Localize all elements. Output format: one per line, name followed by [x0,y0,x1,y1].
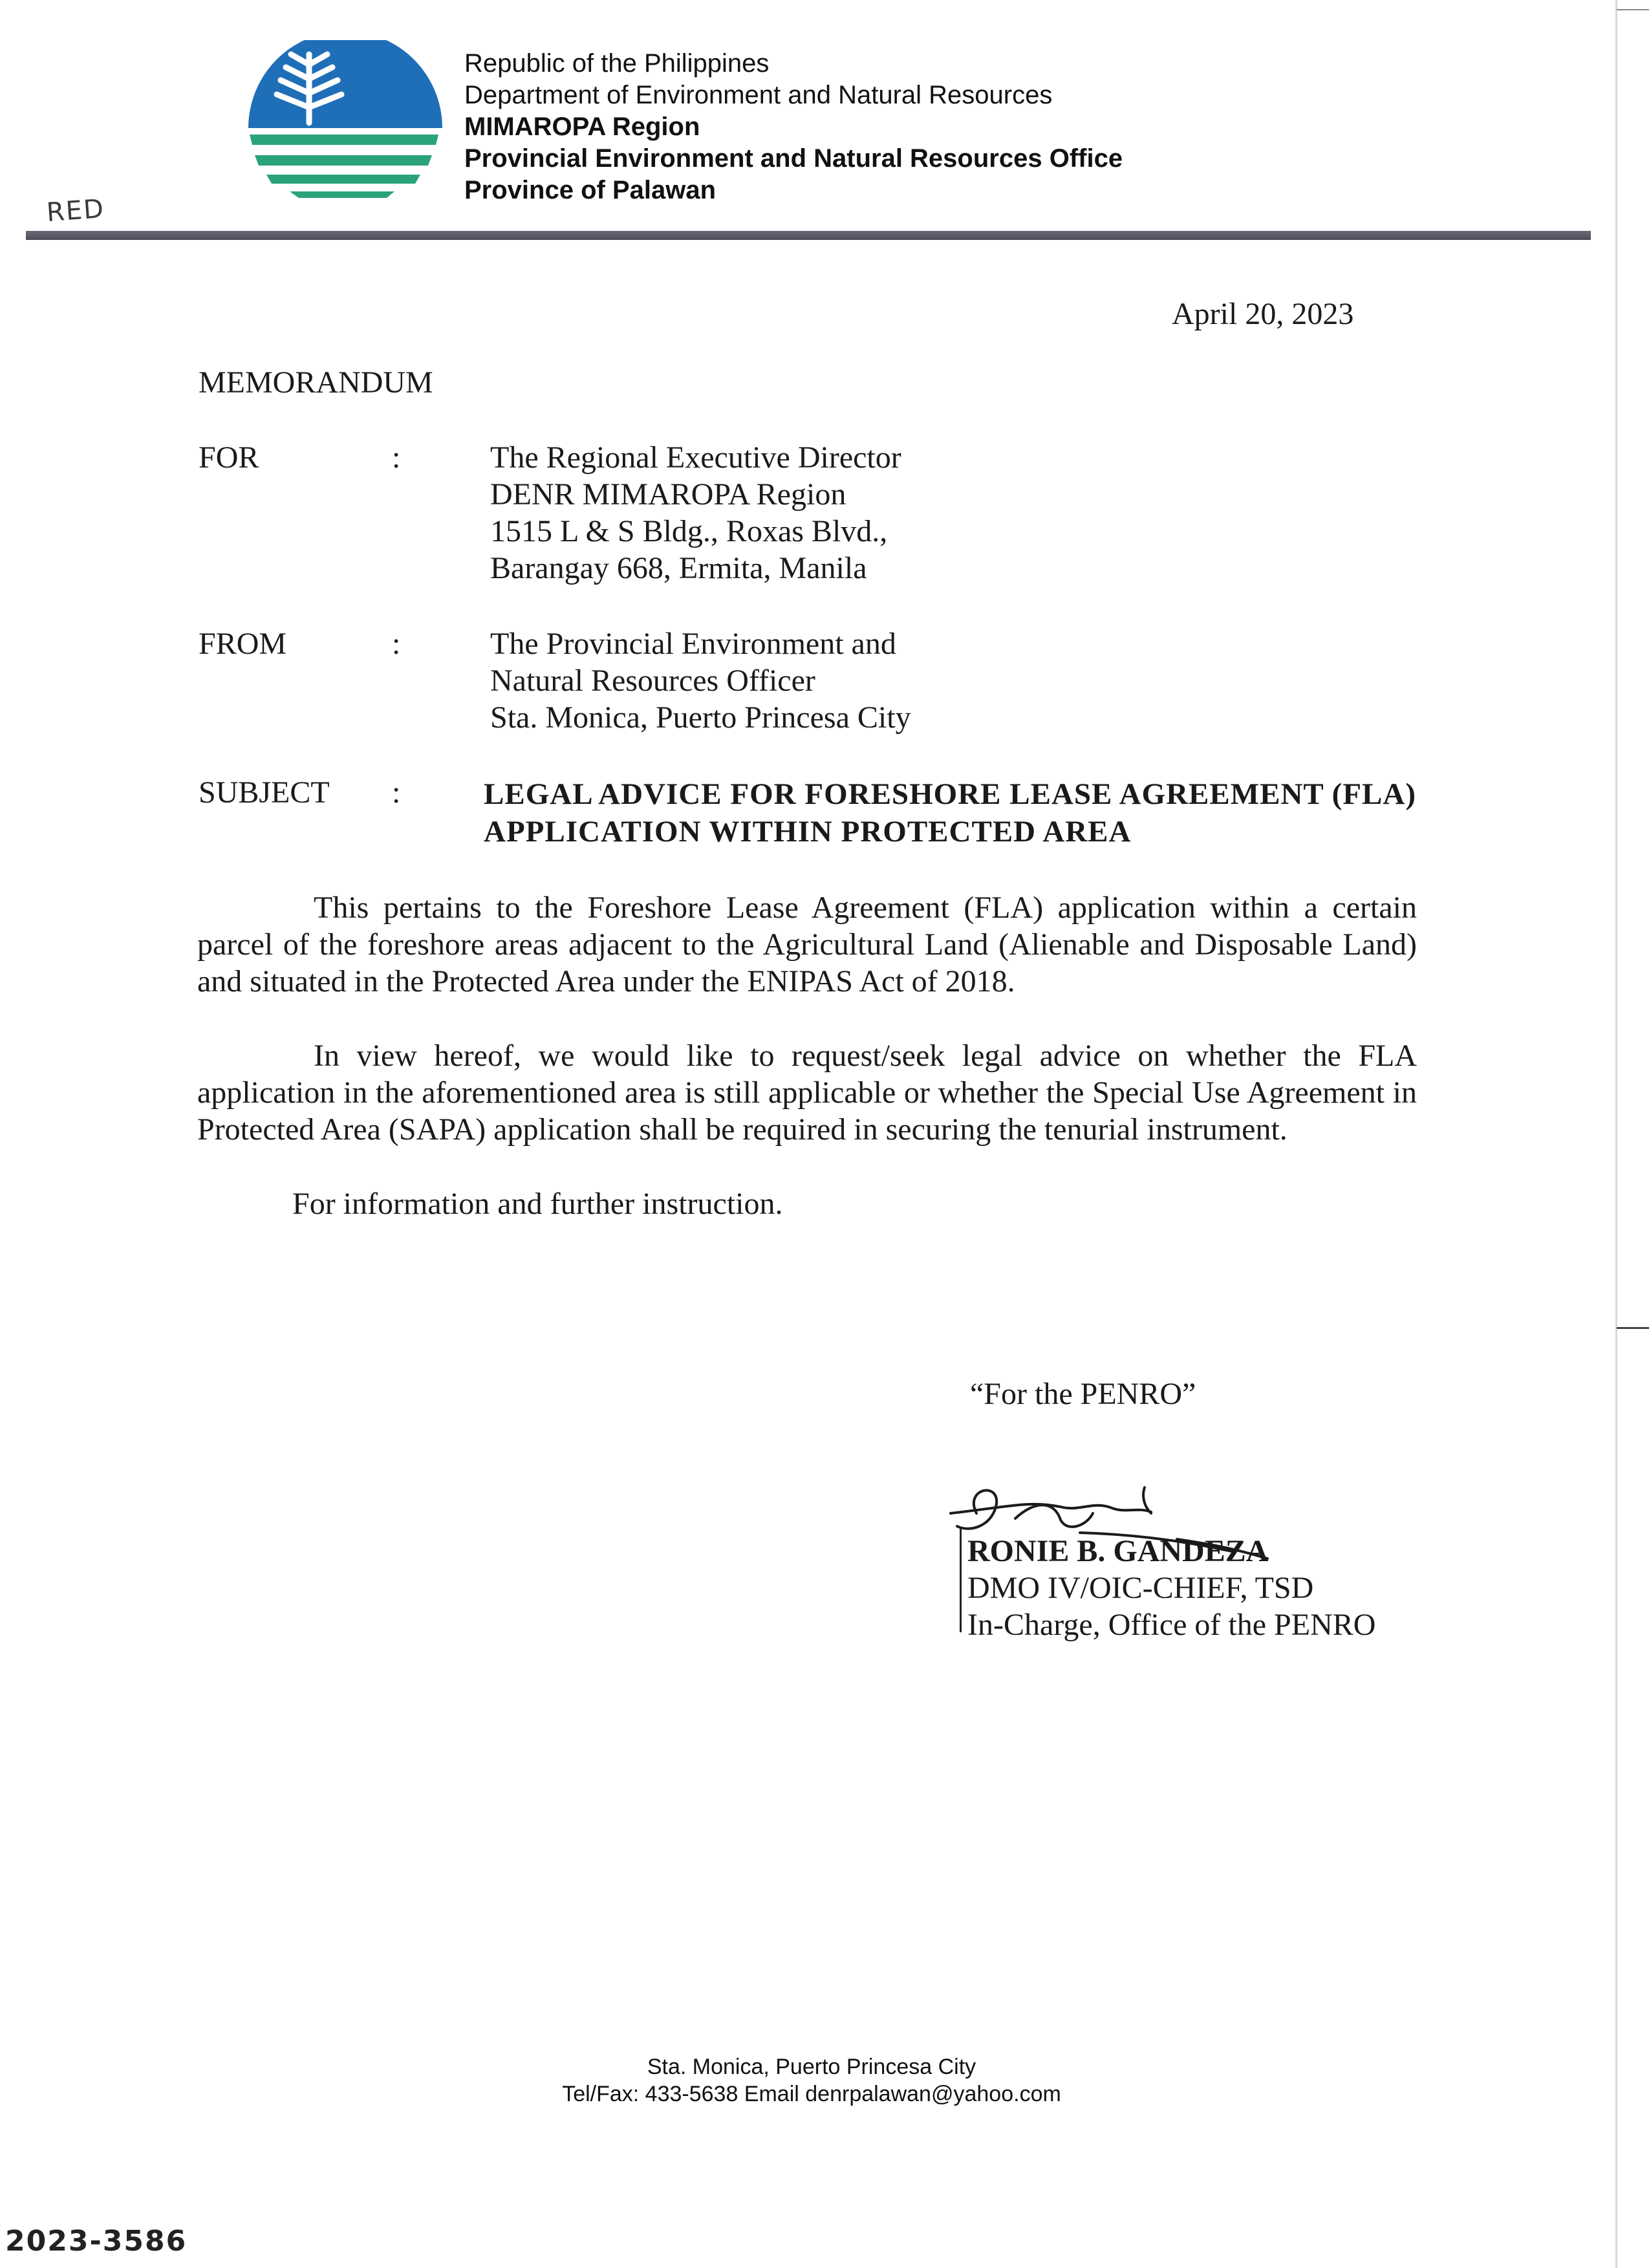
denr-logo [244,40,446,204]
for-line: 1515 L & S Bldg., Roxas Blvd., [490,514,888,548]
paragraph-text: This pertains to the Foreshore Lease Agreement (FLA) application within a certain parcel of the foreshore areas adjacent to the Agricultural Land (Alienable and Disposable Land) and situated in the Protected Area under the ENIPAS Act of 2018. [197,891,1417,999]
handwritten-document-number: 2023-3586 [5,2225,188,2258]
scan-edge-mark [1617,9,1649,10]
header-line-province: Province of Palawan [464,176,717,204]
handwritten-mark: RED [45,193,106,228]
from-line: Sta. Monica, Puerto Princesa City [490,700,911,735]
header-line-republic: Republic of the Philippines [464,49,770,78]
from-line: The Provincial Environment and [490,627,896,661]
for-recipient [490,439,901,587]
footer-contact: Tel/Fax: 433-5638 Email denrpalawan@yahoo.com [562,2082,1061,2106]
body-paragraph-1 [197,889,1417,1000]
signatory-block [967,1533,1375,1643]
for-line: The Regional Executive Director [490,440,901,475]
header-divider [26,231,1591,240]
for-line: DENR MIMAROPA Region [490,477,846,512]
header-line-department: Department of Environment and Natural Resources [464,81,1053,109]
paragraph-text: In view hereof, we would like to request/seek legal advice on whether the FLA application in the aforementioned area is still applicable or whether the Special Use Agreement in Protected Area (SAPA) application shall be required in securing the tenurial instrument. [197,1039,1417,1147]
scan-edge-line [1615,0,1617,2268]
memo-title: MEMORANDUM [199,365,433,400]
for-penro-line: “For the PENRO” [970,1377,1196,1411]
footer [0,2053,1649,2108]
header-text-block [464,48,1123,206]
header-line-office: Provincial Environment and Natural Resources Office [464,144,1123,173]
scan-edge-mark [1617,1327,1649,1329]
footer-address: Sta. Monica, Puerto Princesa City [647,2055,976,2079]
signatory-position: DMO IV/OIC-CHIEF, TSD [967,1571,1314,1605]
closing-line: For information and further instruction. [292,1187,783,1221]
from-line: Natural Resources Officer [490,664,815,698]
for-label: FOR [199,440,259,475]
for-line: Barangay 668, Ermita, Manila [490,551,867,585]
header-line-region: MIMAROPA Region [464,113,700,141]
from-colon: : [392,627,401,661]
subject-colon: : [392,775,401,810]
body-paragraph-2 [197,1037,1417,1148]
subject-label: SUBJECT [199,775,330,810]
subject-text: LEGAL ADVICE FOR FORESHORE LEASE AGREEMENT (FLA) APPLICATION WITHIN PROTECTED AREA [484,777,1416,848]
from-label: FROM [199,627,287,661]
signatory-name: RONIE B. GANDEZA [967,1534,1269,1568]
signatory-office: In-Charge, Office of the PENRO [967,1608,1376,1642]
from-sender [490,625,911,736]
memo-date: April 20, 2023 [1172,297,1354,331]
for-colon: : [392,440,401,475]
